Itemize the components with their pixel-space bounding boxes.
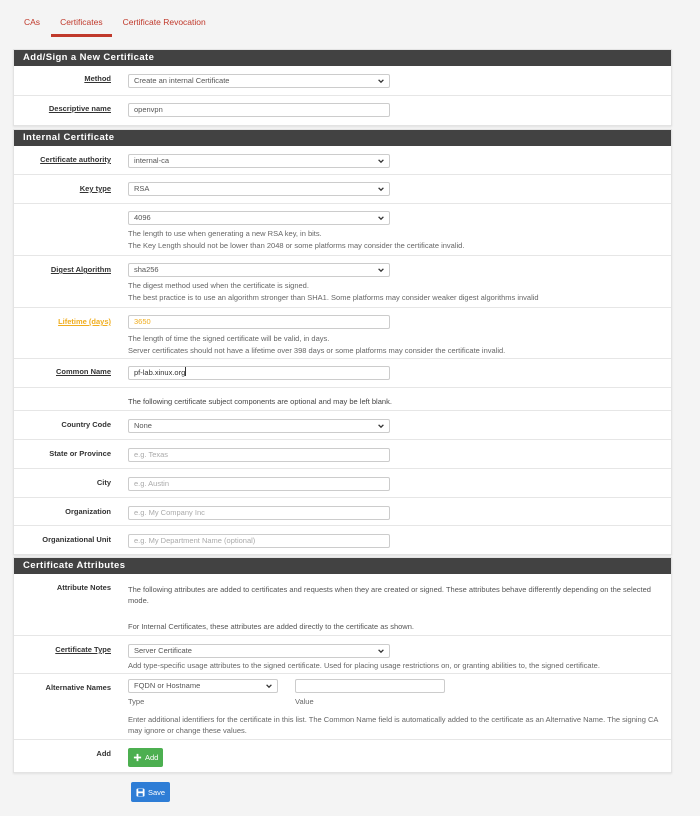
alternative-names-label: Alternative Names [45, 683, 111, 692]
lifetime-help-1: The length of time the signed certificate will be valid, in days. [128, 334, 330, 343]
chevron-down-icon [377, 157, 385, 165]
certificate-type-help: Add type-specific usage attributes to the signed certificate. Used for placing usage restrictions on, or granting abilities to, the signed certificate. [128, 661, 600, 670]
row-add [14, 740, 671, 772]
row-city [14, 469, 671, 498]
attribute-notes-label: Attribute Notes [56, 583, 111, 592]
lifetime-label: Lifetime (days) [58, 317, 111, 326]
state-input[interactable]: e.g. Texas [128, 448, 390, 462]
row-organizational-unit [14, 526, 671, 554]
city-input[interactable]: e.g. Austin [128, 477, 390, 491]
save-button-label: Save [148, 787, 166, 797]
attribute-notes-text-1: The following attributes are added to certificates and requests when they are created or signed. These attributes behave differently depending on the selected mode. [128, 585, 651, 605]
alt-name-type-select[interactable] [128, 679, 278, 693]
plus-icon [133, 753, 142, 762]
digest-algorithm-label: Digest Algorithm [50, 265, 111, 274]
add-button[interactable] [128, 748, 163, 767]
row-country-code [14, 411, 671, 440]
key-length-help-1: The length to use when generating a new RSA key, in bits. [128, 229, 322, 238]
certificate-authority-select[interactable] [128, 154, 390, 168]
row-optional-note [14, 388, 671, 411]
row-method [14, 66, 671, 96]
method-value: Create an internal Certificate [134, 76, 230, 85]
chevron-down-icon [377, 422, 385, 430]
tab-bar [14, 0, 216, 40]
key-length-value: 4096 [134, 213, 151, 222]
tab-certificate-revocation[interactable]: Certificate Revocation [122, 17, 206, 27]
text-cursor [185, 367, 186, 376]
digest-algorithm-value: sha256 [134, 265, 159, 274]
digest-help-1: The digest method used when the certificate is signed. [128, 281, 309, 290]
save-disk-icon [136, 788, 145, 797]
tab-cas[interactable]: CAs [24, 17, 41, 27]
key-type-select[interactable] [128, 182, 390, 196]
key-type-value: RSA [134, 184, 150, 193]
lifetime-input[interactable]: 3650 [128, 315, 390, 329]
organizational-unit-label: Organizational Unit [42, 535, 111, 544]
key-length-select[interactable] [128, 211, 390, 225]
descriptive-name-label: Descriptive name [48, 104, 111, 113]
row-key-type [14, 175, 671, 204]
row-alternative-names [14, 674, 671, 740]
row-descriptive-name [14, 96, 671, 125]
alt-name-value-caption: Value [295, 697, 314, 706]
method-select[interactable] [128, 74, 390, 88]
certificate-type-value: Server Certificate [134, 646, 192, 655]
optional-note: The following certificate subject components are optional and may be left blank. [128, 397, 392, 406]
alt-name-value-input[interactable] [295, 679, 445, 693]
key-type-label: Key type [79, 184, 111, 193]
panel-title: Add/Sign a New Certificate [14, 50, 671, 66]
common-name-input[interactable] [128, 366, 390, 380]
panel-title: Internal Certificate [14, 130, 671, 146]
panel-internal-certificate [13, 129, 672, 555]
common-name-label: Common Name [55, 367, 111, 376]
lifetime-help-2: Server certificates should not have a lifetime over 398 days or some platforms may consider the certificate invalid. [128, 346, 506, 355]
certificate-type-label: Certificate Type [55, 645, 111, 654]
add-label: Add [96, 749, 111, 758]
key-length-help-2: The Key Length should not be lower than 2048 or some platforms may consider the certificate invalid. [128, 241, 465, 250]
chevron-down-icon [377, 185, 385, 193]
digest-algorithm-select[interactable] [128, 263, 390, 277]
certificate-type-select[interactable] [128, 644, 390, 658]
add-button-label: Add [145, 753, 159, 762]
row-certificate-authority [14, 146, 671, 175]
panel-certificate-attributes [13, 557, 672, 773]
row-key-length [14, 204, 671, 256]
alternative-names-help: Enter additional identifiers for the certificate in this list. The Common Name field is automatically added to the certificate as an Alternative Name. The signing CA may ignore or change these values. [128, 715, 658, 735]
row-attribute-notes [14, 574, 671, 636]
country-code-select[interactable] [128, 419, 390, 433]
row-lifetime [14, 308, 671, 359]
organization-label: Organization [65, 507, 111, 516]
chevron-down-icon [377, 647, 385, 655]
certificate-authority-label: Certificate authority [40, 155, 111, 164]
panel-add-sign-certificate [13, 49, 672, 126]
organization-input[interactable]: e.g. My Company Inc [128, 506, 390, 520]
chevron-down-icon [265, 682, 273, 690]
certificate-authority-value: internal-ca [134, 156, 170, 165]
alt-name-type-caption: Type [128, 697, 145, 706]
method-label: Method [84, 74, 111, 83]
country-code-label: Country Code [61, 420, 111, 429]
tab-certificates[interactable]: Certificates [50, 0, 113, 37]
save-button[interactable] [131, 782, 170, 802]
row-certificate-type [14, 636, 671, 674]
state-label: State or Province [49, 449, 111, 458]
city-label: City [96, 478, 111, 487]
panel-title: Certificate Attributes [14, 558, 671, 574]
row-organization [14, 498, 671, 526]
chevron-down-icon [377, 214, 385, 222]
chevron-down-icon [377, 77, 385, 85]
common-name-value: pf-lab.xinux.org [134, 368, 186, 377]
organizational-unit-input[interactable]: e.g. My Department Name (optional) [128, 534, 390, 548]
country-code-value: None [134, 421, 152, 430]
chevron-down-icon [377, 266, 385, 274]
digest-help-2: The best practice is to use an algorithm stronger than SHA1. Some platforms may consider weaker digest algorithms invalid [128, 293, 539, 302]
row-state [14, 440, 671, 469]
descriptive-name-input[interactable]: openvpn [128, 103, 390, 117]
alt-name-type-value: FQDN or Hostname [134, 681, 201, 690]
row-common-name [14, 359, 671, 388]
attribute-notes-text-2: For Internal Certificates, these attributes are added directly to the certificate as shown. [128, 622, 414, 631]
row-digest-algorithm [14, 256, 671, 308]
